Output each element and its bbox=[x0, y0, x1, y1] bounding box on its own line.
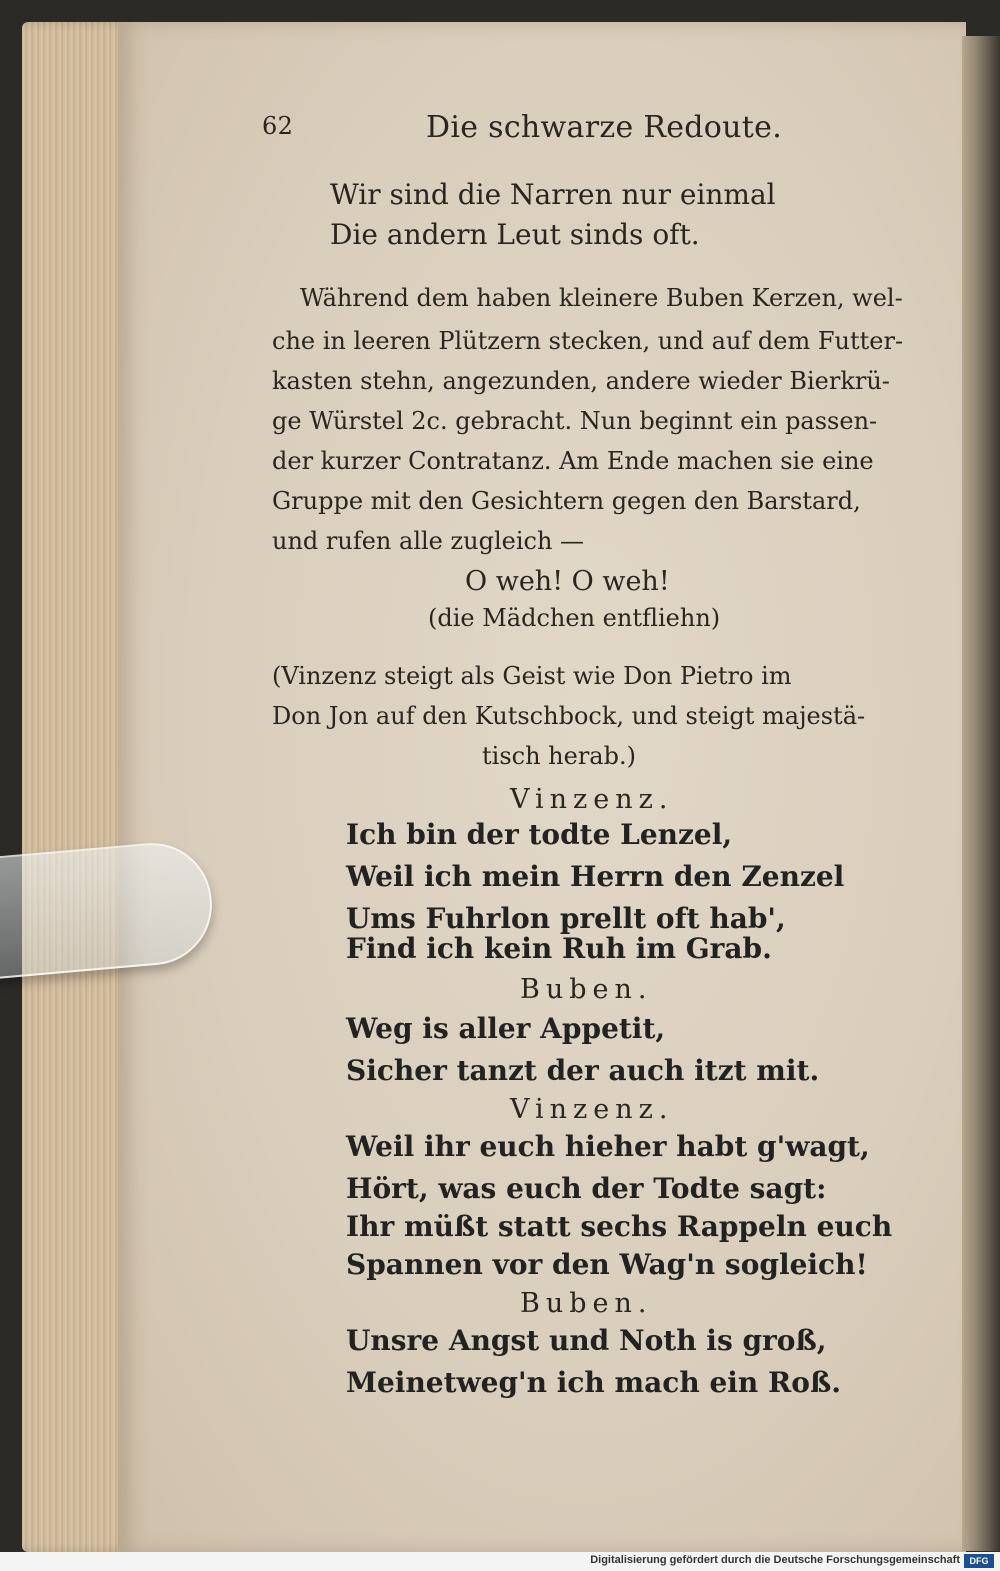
song-line: Unsre Angst und Noth is groß, bbox=[346, 1324, 827, 1357]
running-title: Die schwarze Redoute. bbox=[426, 110, 783, 145]
speaker-name: Buben. bbox=[520, 1288, 653, 1319]
stage-note: (die Mädchen entfliehn) bbox=[428, 604, 721, 632]
verse-line: Die andern Leut sinds oft. bbox=[330, 218, 700, 251]
speaker-name: Vinzenz. bbox=[510, 784, 674, 815]
verse-line: Wir sind die Narren nur einmal bbox=[330, 178, 776, 211]
book-page-edges bbox=[22, 22, 132, 1552]
song-line: Find ich kein Ruh im Grab. bbox=[346, 932, 772, 965]
song-line: Spannen vor den Wag'n sogleich! bbox=[346, 1248, 868, 1281]
prose-line: che in leeren Plützern stecken, und auf dem Futter- bbox=[272, 327, 904, 355]
prose-line: ge Würstel 2c. gebracht. Nun beginnt ein passen- bbox=[272, 407, 878, 435]
song-line: Hört, was euch der Todte sagt: bbox=[346, 1172, 827, 1205]
song-line: Weil ihr euch hieher habt g'wagt, bbox=[346, 1130, 870, 1163]
song-line: Ums Fuhrlon prellt oft hab', bbox=[346, 902, 786, 935]
prose-line: (Vinzenz steigt als Geist wie Don Pietro im bbox=[272, 662, 792, 690]
page-number: 62 bbox=[262, 112, 294, 140]
song-line: Ich bin der todte Lenzel, bbox=[346, 818, 733, 851]
prose-line: tisch herab.) bbox=[482, 742, 636, 770]
song-line: Weg is aller Appetit, bbox=[346, 1012, 666, 1045]
speaker-name: Buben. bbox=[520, 974, 653, 1005]
prose-line: und rufen alle zugleich — bbox=[272, 527, 585, 555]
dfg-logo: DFG bbox=[964, 1554, 994, 1568]
prose-line: Don Jon auf den Kutschbock, und steigt majestä- bbox=[272, 702, 866, 730]
exclamation: O weh! O weh! bbox=[465, 566, 670, 597]
prose-line: Gruppe mit den Gesichtern gegen den Barstard, bbox=[272, 487, 861, 515]
song-line: Meinetweg'n ich mach ein Roß. bbox=[346, 1366, 841, 1399]
song-line: Ihr müßt statt sechs Rappeln euch bbox=[346, 1210, 893, 1243]
prose-line: kasten stehn, angezunden, andere wieder Bierkrü- bbox=[272, 367, 890, 395]
book-gutter-shadow bbox=[962, 36, 1000, 1551]
speaker-name: Vinzenz. bbox=[510, 1094, 674, 1125]
song-line: Weil ich mein Herrn den Zenzel bbox=[346, 860, 845, 893]
prose-line: Während dem haben kleinere Buben Kerzen, wel- bbox=[300, 284, 903, 312]
song-line: Sicher tanzt der auch itzt mit. bbox=[346, 1054, 820, 1087]
digitization-credit: Digitalisierung gefördert durch die Deutsche Forschungsgemeinschaft bbox=[590, 1554, 960, 1566]
prose-line: der kurzer Contratanz. Am Ende machen sie eine bbox=[272, 447, 874, 475]
footer-bar bbox=[0, 1552, 1000, 1571]
